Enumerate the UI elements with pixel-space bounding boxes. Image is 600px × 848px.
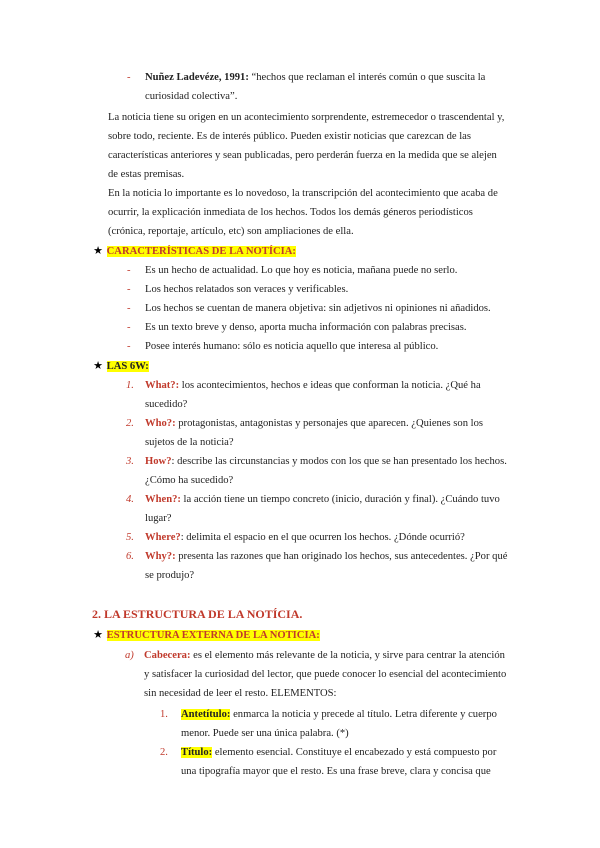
six-w-text: la acción tiene un tiempo concreto (inicio, duración y final). ¿Cuándo tuvo [180, 494, 500, 505]
para1-line: La noticia tiene su origen en un acontecimiento sorprendente, estremecedor o trascendental y, [108, 112, 505, 123]
cabecera-line [144, 646, 529, 665]
list-number: 4. [126, 494, 134, 505]
para1-line: características anteriores y sean publicadas, pero perderán fuerza en la medida que se alejen [108, 150, 497, 161]
sub-item-cont: una tipografía mayor que el resto. Es una frase breve, clara y concisa que [181, 766, 491, 777]
six-w-text: protagonistas, antagonistas y personajes que aparecen. ¿Quienes son los [175, 418, 484, 429]
list-number: 3. [126, 456, 134, 467]
bullet-dash: - [127, 303, 131, 314]
bullet-dash: - [127, 341, 131, 352]
list-letter: a) [125, 650, 134, 661]
external-structure-title: ESTRUCTURA EXTERNA DE LA NOTICIA: [106, 630, 320, 641]
six-w-item [145, 452, 529, 471]
six-w-term: Who?: [145, 418, 176, 429]
characteristics-title: CARACTERÍSTICAS DE LA NOTÍCIA: [106, 246, 296, 257]
list-number: 1. [126, 380, 134, 391]
six-w-term: Where? [145, 532, 181, 543]
six-w-heading [92, 357, 149, 376]
quote-line [145, 68, 529, 87]
six-w-text: los acontecimientos, hechos e ideas que conforman la noticia. ¿Qué ha [179, 380, 481, 391]
list-item: Es un texto breve y denso, aporta mucha información con palabras precisas. [145, 322, 467, 333]
bullet-dash: - [127, 284, 131, 295]
star-icon: ★ [93, 245, 103, 257]
star-icon: ★ [93, 629, 103, 641]
six-w-item [145, 414, 529, 433]
sub-item-cont: menor. Puede ser una única palabra. (*) [181, 728, 349, 739]
para2-line: ocurrir, la explicación inmediata de los hechos. Todos los demás géneros periodísticos [108, 207, 473, 218]
six-w-item [145, 547, 529, 566]
external-structure-heading [92, 626, 320, 645]
six-w-title: LAS 6W: [106, 361, 149, 372]
list-item: Los hechos relatados son veraces y verificables. [145, 284, 349, 295]
bullet-dash: - [127, 265, 131, 276]
six-w-term: Why?: [145, 551, 176, 562]
list-number: 2. [126, 418, 134, 429]
quote-author: Nuñez Ladevéze, 1991: [145, 72, 249, 83]
quote-text: “hechos que reclaman el interés común o que suscita la [248, 72, 486, 83]
six-w-term: How? [145, 456, 172, 467]
six-w-term: What?: [145, 380, 180, 391]
sub-item [181, 743, 529, 762]
list-number: 1. [160, 709, 168, 720]
sub-item-term: Título: [181, 747, 213, 758]
cabecera-text: es el elemento más relevante de la noticia, y sirve para centrar la atención [190, 650, 505, 661]
para1-line: sobre todo, reciente. Es de interés público. Pueden existir noticias que carezcan de las [108, 131, 471, 142]
six-w-text: : delimita el espacio en el que ocurren los hechos. ¿Dónde ocurrió? [180, 532, 465, 543]
para1-line: de estas premisas. [108, 169, 185, 180]
list-number: 5. [126, 532, 134, 543]
list-number: 6. [126, 551, 134, 562]
bullet-dash: - [127, 72, 131, 83]
six-w-item [145, 528, 529, 547]
six-w-text: presenta las razones que han originado los hechos, sus antecedentes. ¿Por qué [175, 551, 508, 562]
six-w-item [145, 490, 529, 509]
para2-line: (crónica, reportaje, artículo, etc) son ampliaciones de ella. [108, 226, 354, 237]
characteristics-heading [92, 242, 296, 261]
section-title: 2. LA ESTRUCTURA DE LA NOTÍCIA. [92, 607, 303, 621]
bullet-dash: - [127, 322, 131, 333]
sub-item [181, 705, 529, 724]
six-w-term: When?: [145, 494, 181, 505]
six-w-item-cont: lugar? [145, 513, 172, 524]
six-w-item-cont: ¿Cómo ha sucedido? [145, 475, 234, 486]
sub-item-term: Antetítulo: [181, 709, 231, 720]
list-item: Es un hecho de actualidad. Lo que hoy es noticia, mañana puede no serlo. [145, 265, 458, 276]
six-w-text: : describe las circunstancias y modos con los que se han presentado los hechos. [171, 456, 507, 467]
list-number: 2. [160, 747, 168, 758]
six-w-item-cont: sujetos de la noticia? [145, 437, 234, 448]
para2-line: En la noticia lo importante es lo novedoso, la transcripción del acontecimiento que acaba de [108, 188, 498, 199]
sub-item-text: elemento esencial. Constituye el encabezado y está compuesto por [212, 747, 497, 758]
star-icon: ★ [93, 360, 103, 372]
cabecera-term: Cabecera: [144, 650, 191, 661]
cabecera-line: sin necesidad de leer el resto. ELEMENTOS: [144, 688, 337, 699]
sub-item-text: enmarca la noticia y precede al título. Letra diferente y cuerpo [230, 709, 497, 720]
quote-line-2: curiosidad colectiva”. [145, 91, 238, 102]
list-item: Los hechos se cuentan de manera objetiva: sin adjetivos ni opiniones ni añadidos. [145, 303, 491, 314]
six-w-item-cont: sucedido? [145, 399, 188, 410]
cabecera-line: y satisfacer la curiosidad del lector, que puede conocer lo esencial del acontecimiento [144, 669, 507, 680]
list-item: Posee interés humano: sólo es noticia aquello que interesa al público. [145, 341, 439, 352]
six-w-item-cont: se produjo? [145, 570, 195, 581]
six-w-item [145, 376, 529, 395]
